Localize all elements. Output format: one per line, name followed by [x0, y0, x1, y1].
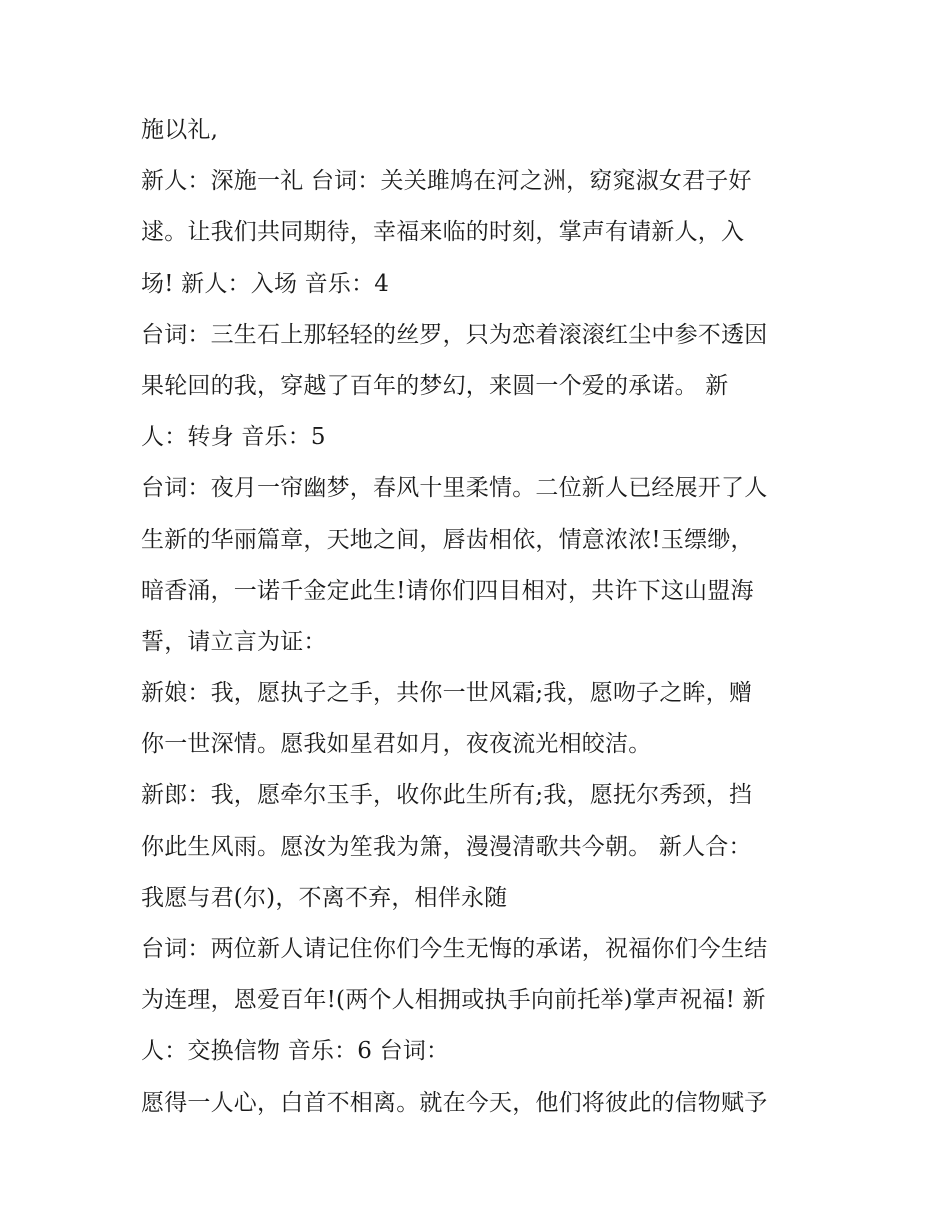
- text-line: 新人：深施一礼 台词：关关雎鸠在河之洲，窈窕淑女君子好: [141, 168, 752, 195]
- text-line: 我愿与君(尔)，不离不弃，相伴永随: [141, 884, 508, 911]
- text-line: 台词：夜月一帘幽梦，春风十里柔情。二位新人已经展开了人: [141, 475, 768, 502]
- text-line: 生新的华丽篇章，天地之间，唇齿相依，情意浓浓!玉缥缈，: [141, 526, 754, 553]
- text-line: 施以礼,: [141, 117, 219, 143]
- text-line: 你一世深情。愿我如星君如月，夜夜流光相皎洁。: [141, 731, 652, 758]
- text-line: 誓，请立言为证：: [141, 628, 327, 655]
- text-line: 果轮回的我，穿越了百年的梦幻，来圆一个爱的承诺。 新: [141, 372, 729, 399]
- text-line: 逑。让我们共同期待，幸福来临的时刻，掌声有请新人，入: [141, 219, 745, 246]
- text-line: 新娘：我，愿执子之手，共你一世风霜;我，愿吻子之眸，赠: [141, 680, 753, 707]
- text-line: 场! 新人：入场 音乐：4: [141, 270, 390, 297]
- text-line: 台词：两位新人请记住你们今生无悔的承诺，祝福你们今生结: [141, 936, 768, 962]
- text-line: 愿得一人心，白首不相离。就在今天，他们将彼此的信物赋予: [141, 1089, 768, 1116]
- text-line: 你此生风雨。愿汝为笙我为箫，漫漫清歌共今朝。 新人合：: [141, 833, 752, 860]
- text-line: 人：交换信物 音乐：6 台词：: [141, 1038, 450, 1065]
- text-line: 为连理，恩爱百年!(两个人相拥或执手向前托举)掌声祝福! 新: [141, 987, 766, 1014]
- text-line: 台词：三生石上那轻轻的丝罗，只为恋着滚滚红尘中参不透因: [141, 321, 768, 348]
- text-line: 新郎：我，愿牵尔玉手，收你此生所有;我，愿抚尔秀颈，挡: [141, 782, 753, 809]
- document-text-body: [141, 108, 831, 1132]
- text-line: 暗香涌，一诺千金定此生!请你们四目相对，共许下这山盟海: [141, 577, 754, 604]
- text-line: 人：转身 音乐：5: [141, 424, 326, 451]
